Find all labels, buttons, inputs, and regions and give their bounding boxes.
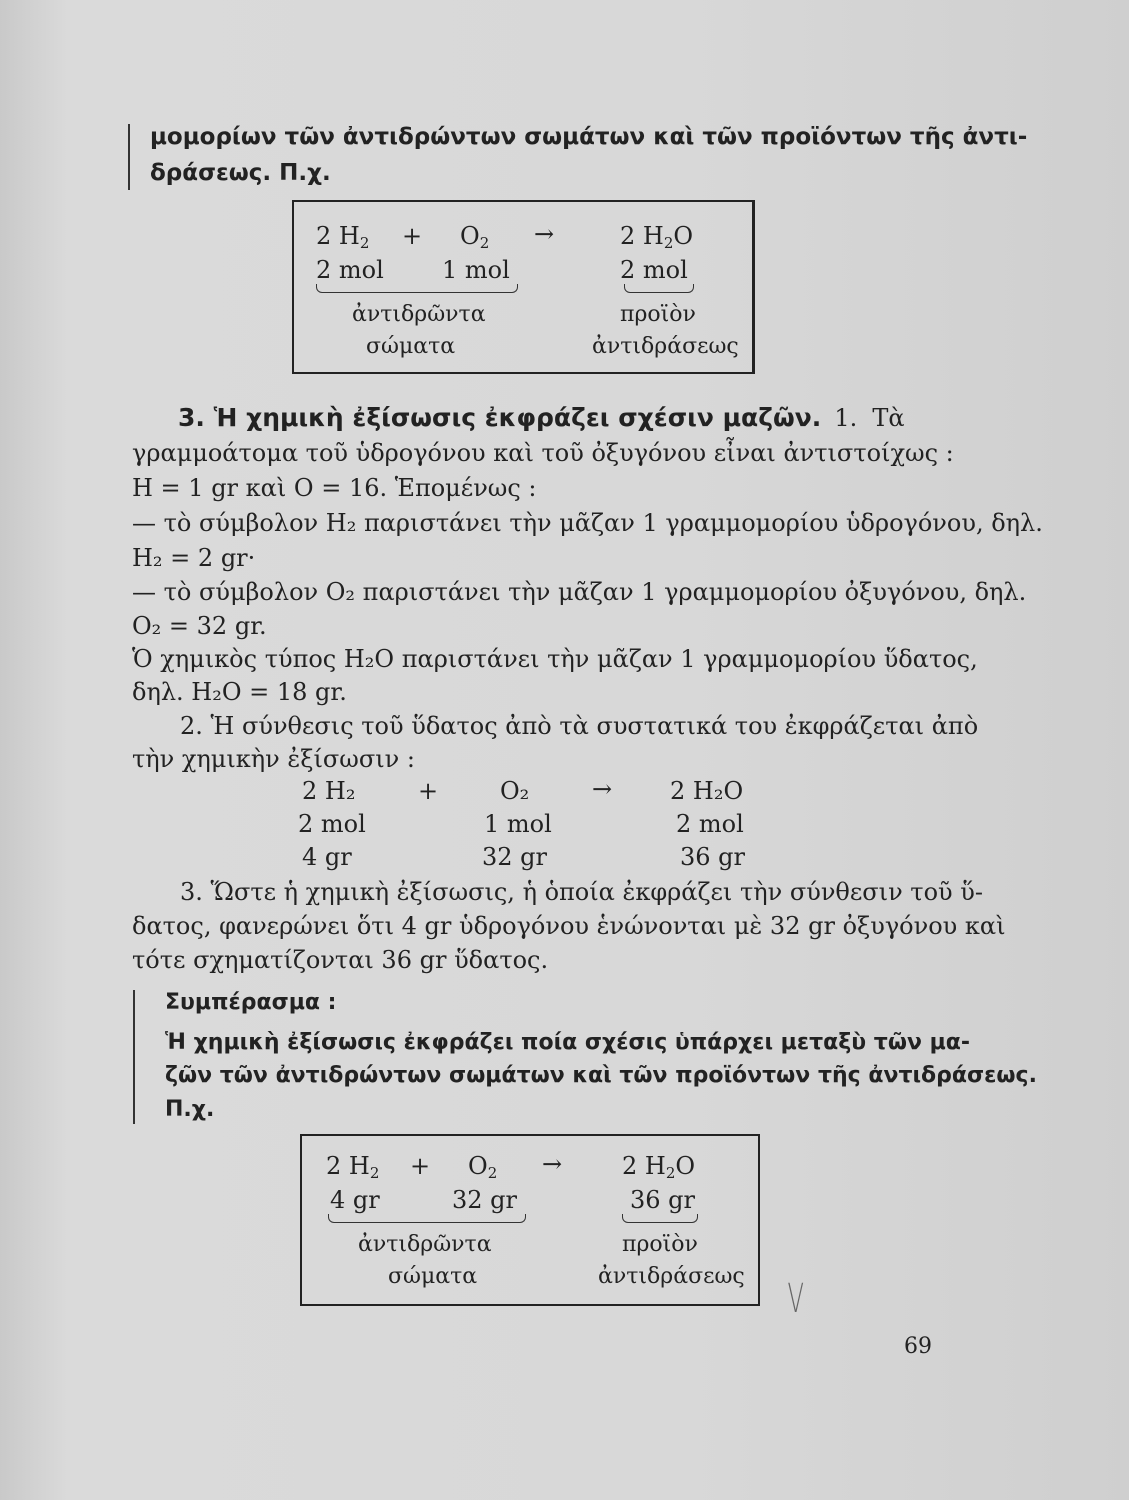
- eq-mol-o2: 1 mol: [484, 810, 552, 838]
- text-line-4: H₂ = 2 gr·: [132, 544, 256, 572]
- box1-mol-o2: 1 mol: [442, 256, 510, 284]
- box2-product-label-2: ἀντιδράσεως: [598, 1264, 745, 1289]
- text-line-10: τὴν χημικὴν ἐξίσωσιν :: [132, 745, 415, 773]
- box2-gr-h2o: 36 gr: [630, 1186, 696, 1214]
- conclusion-margin-bar: [133, 990, 135, 1124]
- box2-reactants-label-2: σώματα: [388, 1264, 478, 1289]
- box2-gr-o2: 32 gr: [452, 1186, 518, 1214]
- conclusion-line-3: Π.χ.: [165, 1097, 215, 1122]
- box2-o2: $O_2$: [468, 1152, 498, 1182]
- box2-gr-h2: 4 gr: [330, 1186, 380, 1214]
- box2-reactants-label-1: ἀντιδρῶντα: [358, 1232, 492, 1257]
- box1-product-label-1: προϊὸν: [620, 302, 696, 327]
- conclusion-title: Συμπέρασμα :: [165, 990, 337, 1015]
- eq-gr-h2o: 36 gr: [680, 843, 746, 871]
- box2-plus: +: [410, 1152, 431, 1180]
- para-1-start: Τὰ: [872, 404, 905, 432]
- section-3-heading-line: [178, 403, 905, 432]
- box2-product-label-1: προϊὸν: [622, 1232, 698, 1257]
- text-line-2: H = 1 gr καὶ O = 16. Ἑπομένως :: [132, 474, 537, 502]
- box1-reactants-label-2: σώματα: [366, 334, 456, 359]
- box1-reactants-label-1: ἀντιδρῶντα: [352, 302, 486, 327]
- eq-mol-h2: 2 mol: [298, 810, 366, 838]
- para-3-line-1: 3. Ὥστε ἡ χημικὴ ἐξίσωσις, ἡ ὁποία ἐκφράζει τὴν σύνθεσιν τοῦ ὕ-: [180, 878, 983, 906]
- product-brace: [624, 284, 694, 293]
- conclusion-line-1: Ἡ χημικὴ ἐξίσωσις ἐκφράζει ποία σχέσις ὑπάρχει μεταξὺ τῶν μα-: [165, 1030, 971, 1055]
- section-3-heading: 3. Ἡ χημικὴ ἐξίσωσις ἐκφράζει σχέσιν μαζῶν.: [178, 403, 822, 432]
- box1-plus: +: [402, 222, 423, 250]
- top-line-2: δράσεως. Π.χ.: [150, 160, 331, 186]
- eq-o2: O₂: [500, 777, 530, 805]
- conclusion-line-2: ζῶν τῶν ἀντιδρώντων σωμάτων καὶ τῶν προϊόντων τῆς ἀντιδράσεως.: [165, 1063, 1037, 1088]
- box1-mol-h2: 2 mol: [316, 256, 384, 284]
- text-line-3: — τὸ σύμβολον H₂ παριστάνει τὴν μᾶζαν 1 γραμμομορίου ὑδρογόνου, δηλ.: [132, 509, 1043, 537]
- text-line-5: — τὸ σύμβολον O₂ παριστάνει τὴν μᾶζαν 1 γραμμομορίου ὀξυγόνου, δηλ.: [132, 578, 1027, 606]
- reaction-box-1: [292, 200, 755, 374]
- eq-gr-o2: 32 gr: [482, 843, 548, 871]
- eq-mol-h2o: 2 mol: [676, 810, 744, 838]
- eq-h2: 2 H₂: [302, 777, 356, 805]
- para-1-number: 1.: [834, 404, 858, 432]
- text-line-1: γραμμοάτομα τοῦ ὑδρογόνου καὶ τοῦ ὀξυγόνου εἶναι ἀντιστοίχως :: [132, 439, 954, 467]
- text-line-8: δηλ. H₂O = 18 gr.: [132, 678, 347, 706]
- box1-arrow: →: [534, 220, 555, 248]
- box1-o2: $O_2$: [460, 222, 490, 252]
- box2-arrow: →: [542, 1150, 563, 1178]
- handwritten-check-mark: V: [787, 1276, 804, 1322]
- box1-h2o: 2 $H_2O$: [620, 222, 694, 252]
- text-line-9: 2. Ἡ σύνθεσις τοῦ ὕδατος ἀπὸ τὰ συστατικά του ἐκφράζεται ἀπὸ: [180, 712, 979, 740]
- box2-reactants-brace: [328, 1214, 526, 1223]
- box2-h2o: 2 $H_2O$: [622, 1152, 696, 1182]
- top-line-1: μομορίων τῶν ἀντιδρώντων σωμάτων καὶ τῶν προϊόντων τῆς ἀντι-: [150, 124, 1028, 150]
- reaction-box-2: [300, 1134, 760, 1306]
- reactants-brace: [316, 284, 518, 293]
- eq-plus: +: [418, 777, 439, 805]
- page-number: 69: [904, 1334, 932, 1359]
- eq-h2o: 2 H₂O: [670, 777, 744, 805]
- margin-bar: [128, 124, 130, 190]
- eq-gr-h2: 4 gr: [302, 843, 352, 871]
- box2-product-brace: [622, 1214, 698, 1223]
- text-line-6: O₂ = 32 gr.: [132, 612, 267, 640]
- box2-h2: 2 $H_2$: [326, 1152, 380, 1182]
- para-3-line-3: τότε σχηματίζονται 36 gr ὕδατος.: [132, 946, 549, 974]
- para-3-line-2: δατος, φανερώνει ὅτι 4 gr ὑδρογόνου ἑνώνονται μὲ 32 gr ὀξυγόνου καὶ: [132, 912, 1006, 940]
- box1-product-label-2: ἀντιδράσεως: [592, 334, 739, 359]
- eq-arrow: →: [592, 775, 613, 803]
- box1-h2: 2 $H_2$: [316, 222, 370, 252]
- text-line-7: Ὁ χημικὸς τύπος H₂O παριστάνει τὴν μᾶζαν 1 γραμμομορίου ὕδατος,: [132, 645, 978, 673]
- box1-mol-h2o: 2 mol: [620, 256, 688, 284]
